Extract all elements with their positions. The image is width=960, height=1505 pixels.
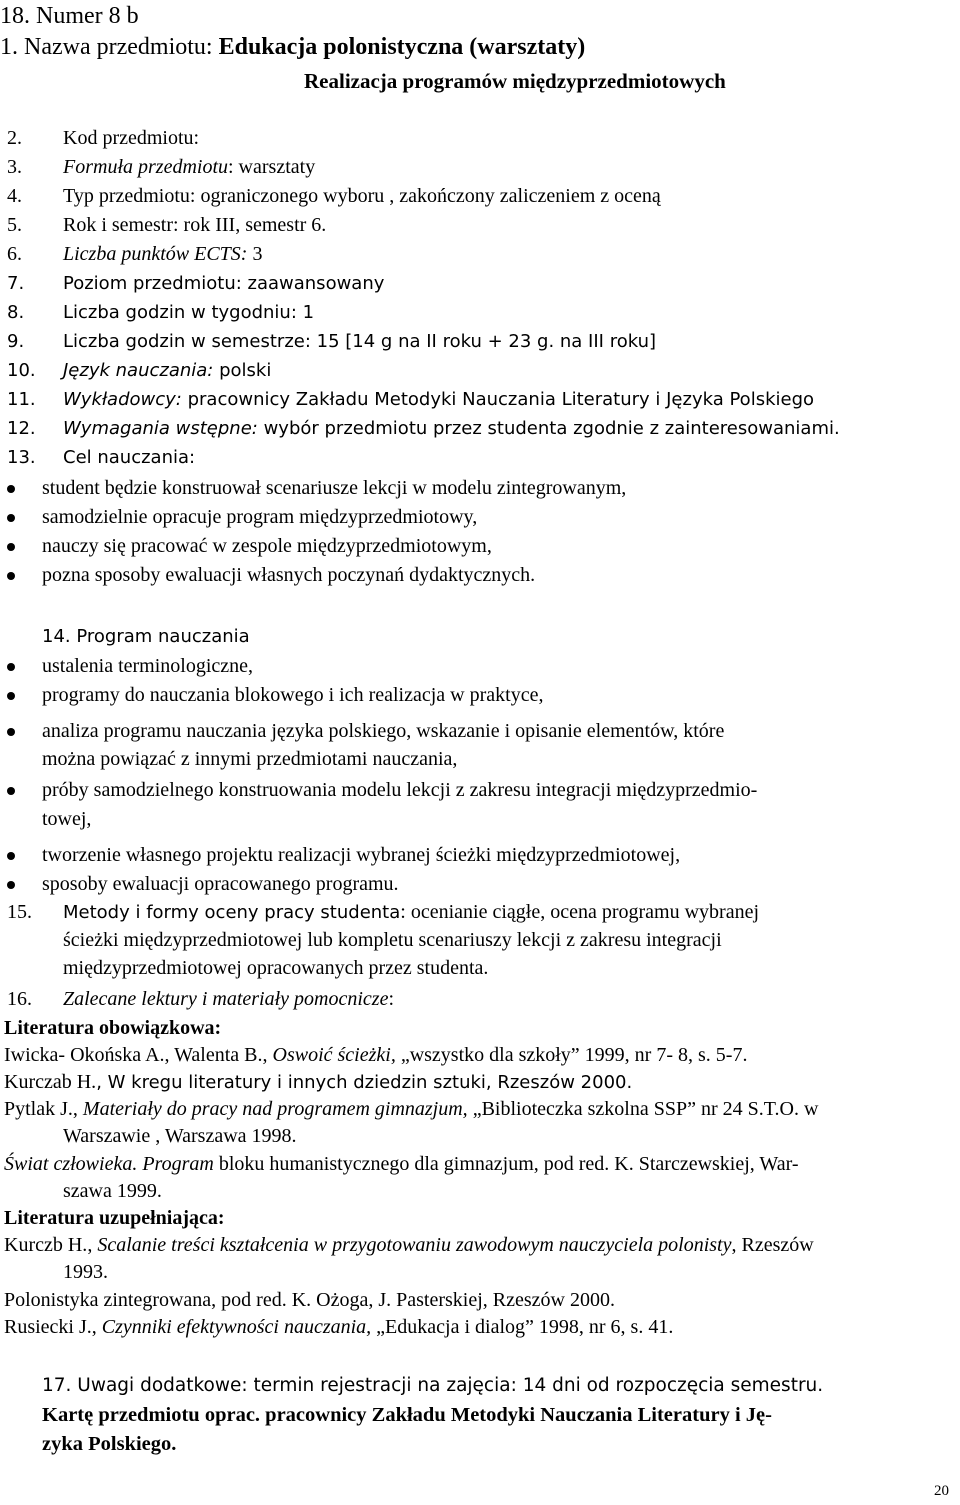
section-number: 18. Numer 8 b — [0, 3, 139, 29]
ref-author: Pytlak J. — [4, 1098, 73, 1120]
bullet-icon — [7, 787, 15, 795]
item-12-label: Wymagania wstępne: — [63, 418, 258, 439]
ref-title: , W kregu literatury i innych dziedzin sztuki, Rzeszów 2000. — [96, 1072, 633, 1093]
prepared-by: Kartę przedmiotu oprac. pracownicy Zakładu Metodyki Nauczania Literatury i Ję- — [42, 1404, 772, 1426]
item-5-text: Rok i semestr: rok III, semestr 6. — [63, 214, 327, 236]
reference-3-continuation: Warszawie , Warszawa 1998. — [63, 1125, 297, 1147]
item-13-text: Cel nauczania: — [63, 447, 196, 468]
item-11-text — [63, 385, 814, 414]
supplementary-reference-2: Polonistyka zintegrowana, pod red. K. Ożoga, J. Pasterskiej, Rzeszów 2000. — [4, 1289, 615, 1311]
list-item: programy do nauczania blokowego i ich realizacja w praktyce, — [42, 684, 544, 706]
list-item: student będzie konstruował scenariusze lekcji w modelu zintegrowanym, — [42, 477, 627, 499]
ref-source: bloku humanistycznego dla gimnazjum, pod red. K. Starczewskiej, War- — [213, 1153, 799, 1175]
ref-title: Czynniki efektywności nauczania, — [101, 1316, 372, 1338]
item-15-text — [63, 898, 759, 927]
page-number: 20 — [934, 1483, 949, 1499]
item-16-number: 16. — [7, 988, 32, 1010]
item-6-number: 6. — [7, 243, 22, 265]
ref-title: Oswoić ścieżki, — [272, 1044, 396, 1066]
item-2 — [7, 124, 22, 153]
ref-title: Materiały do pracy nad programem gimnazjum, — [82, 1098, 468, 1120]
item-8-number: 8. — [7, 302, 25, 323]
course-title: Edukacja polonistyczna (warsztaty) — [218, 34, 586, 60]
bullet-icon — [7, 663, 15, 671]
course-name-label: 1. Nazwa przedmiotu: — [0, 34, 219, 60]
item-9-text: Liczba godzin w semestrze: 15 [14 g na II roku + 23 g. na III roku] — [63, 331, 657, 352]
item-5-number: 5. — [7, 214, 22, 236]
supplementary-literature-heading: Literatura uzupełniająca: — [4, 1207, 225, 1229]
item-15-value: : ocenianie ciągłe, ocena programu wybranej — [400, 901, 760, 923]
item-15-number: 15. — [7, 901, 32, 923]
list-item-continuation: można powiązać z innymi przedmiotami nauczania, — [42, 748, 458, 770]
item-6-label: Liczba punktów ECTS: — [63, 243, 248, 265]
supplementary-reference-1 — [4, 1231, 814, 1260]
list-item: samodzielnie opracuje program międzyprzedmiotowy, — [42, 506, 478, 528]
item-12-number: 12. — [7, 418, 36, 439]
item-7-text: Poziom przedmiotu: zaawansowany — [63, 273, 385, 294]
list-item: nauczy się pracować w zespole międzyprzedmiotowym, — [42, 535, 492, 557]
bullet-icon — [7, 881, 15, 889]
item-11-value: pracownicy Zakładu Metodyki Nauczania Literatury i Języka Polskiego — [181, 389, 815, 410]
item-10-text — [63, 356, 271, 385]
item-4-text: Typ przedmiotu: ograniczonego wyboru , zakończony zaliczeniem z oceną — [63, 185, 661, 207]
ref-title: Świat człowieka. Program — [4, 1153, 214, 1175]
item-4-number: 4. — [7, 185, 22, 207]
ref-author: Rusiecki J. — [4, 1316, 92, 1338]
item-16-label: Zalecane lektury i materiały pomocnicze — [63, 988, 389, 1010]
item-16-colon: : — [388, 988, 395, 1010]
bullet-icon — [7, 572, 15, 580]
item-10-label: Język nauczania: — [63, 360, 214, 381]
item-13-number: 13. — [7, 447, 36, 468]
ref-source: „wszystko dla szkoły” 1999, nr 7- 8, s. 5-7. — [395, 1044, 748, 1066]
reference-4-continuation: szawa 1999. — [63, 1180, 162, 1202]
item-6-value: 3 — [247, 243, 263, 265]
item-6-text — [63, 240, 262, 269]
item-15-line2: ścieżki międzyprzedmiotowej lub kompletu scenariuszy lekcji z zakresu integracji — [63, 929, 722, 951]
list-item: sposoby ewaluacji opracowanego programu. — [42, 873, 399, 895]
supplementary-reference-3 — [4, 1313, 673, 1342]
item-17-text: 17. Uwagi dodatkowe: termin rejestracji na zajęcia: 14 dni od rozpoczęcia semestru. — [42, 1375, 824, 1396]
list-item: próby samodzielnego konstruowania modelu lekcji z zakresu integracji międzyprzedmio- — [42, 779, 758, 801]
item-9-number: 9. — [7, 331, 25, 352]
item-number: 2. — [7, 127, 22, 149]
ref-separator: , — [87, 1234, 98, 1256]
item-15-label: Metody i formy oceny pracy studenta — [63, 902, 401, 923]
supplementary-reference-1-continuation: 1993. — [63, 1261, 108, 1283]
bullet-icon — [7, 485, 15, 493]
bullet-icon — [7, 728, 15, 736]
ref-author: Kurczab H. — [4, 1071, 97, 1093]
item-16-text — [63, 985, 394, 1014]
bullet-icon — [7, 543, 15, 551]
list-item: tworzenie własnego projektu realizacji wybranej ścieżki międzyprzedmiotowej, — [42, 844, 681, 866]
item-3-number: 3. — [7, 156, 22, 178]
required-literature-heading: Literatura obowiązkowa: — [4, 1017, 222, 1039]
list-item: pozna sposoby ewaluacji własnych poczynań dydaktycznych. — [42, 564, 536, 586]
item-7-number: 7. — [7, 273, 25, 294]
bullet-icon — [7, 692, 15, 700]
bullet-icon — [7, 514, 15, 522]
list-item-continuation: towej, — [42, 808, 92, 830]
item-10-value: polski — [213, 360, 272, 381]
course-name-line — [0, 33, 585, 62]
ref-source: , Rzeszów — [731, 1234, 814, 1256]
item-12-text — [63, 414, 840, 443]
prepared-by-continuation: zyka Polskiego. — [42, 1433, 177, 1455]
ref-separator: , — [72, 1098, 83, 1120]
ref-author: Kurczb H. — [4, 1234, 88, 1256]
item-12-value: wybór przedmiotu przez studenta zgodnie z zainteresowaniami. — [257, 418, 840, 439]
reference-4 — [4, 1150, 799, 1179]
item-2-text: Kod przedmiotu: — [63, 127, 200, 149]
ref-source: „Biblioteczka szkolna SSP” nr 24 S.T.O. w — [467, 1098, 819, 1120]
list-item: analiza programu nauczania języka polskiego, wskazanie i opisanie elementów, które — [42, 720, 725, 742]
program-heading: 14. Program nauczania — [42, 626, 250, 647]
ref-title: Scalanie treści kształcenia w przygotowaniu zawodowym nauczyciela polonisty — [97, 1234, 732, 1256]
ref-separator: , — [91, 1316, 102, 1338]
item-3-label: Formuła przedmiotu — [63, 156, 228, 178]
item-11-label: Wykładowcy: — [63, 389, 182, 410]
reference-1 — [4, 1041, 747, 1070]
item-11-number: 11. — [7, 389, 36, 410]
ref-author: Iwicka- Okońska A., Walenta B., — [4, 1044, 273, 1066]
ref-source: „Edukacja i dialog” 1998, nr 6, s. 41. — [371, 1316, 674, 1338]
reference-3 — [4, 1095, 818, 1124]
item-3-text — [63, 153, 315, 182]
item-10-number: 10. — [7, 360, 36, 381]
course-subtitle: Realizacja programów międzyprzedmiotowych — [304, 69, 726, 93]
item-15-line3: międzyprzedmiotowej opracowanych przez studenta. — [63, 957, 489, 979]
item-3-value: : warsztaty — [228, 156, 316, 178]
bullet-icon — [7, 852, 15, 860]
reference-2 — [4, 1068, 632, 1097]
list-item: ustalenia terminologiczne, — [42, 655, 254, 677]
item-8-text: Liczba godzin w tygodniu: 1 — [63, 302, 315, 323]
